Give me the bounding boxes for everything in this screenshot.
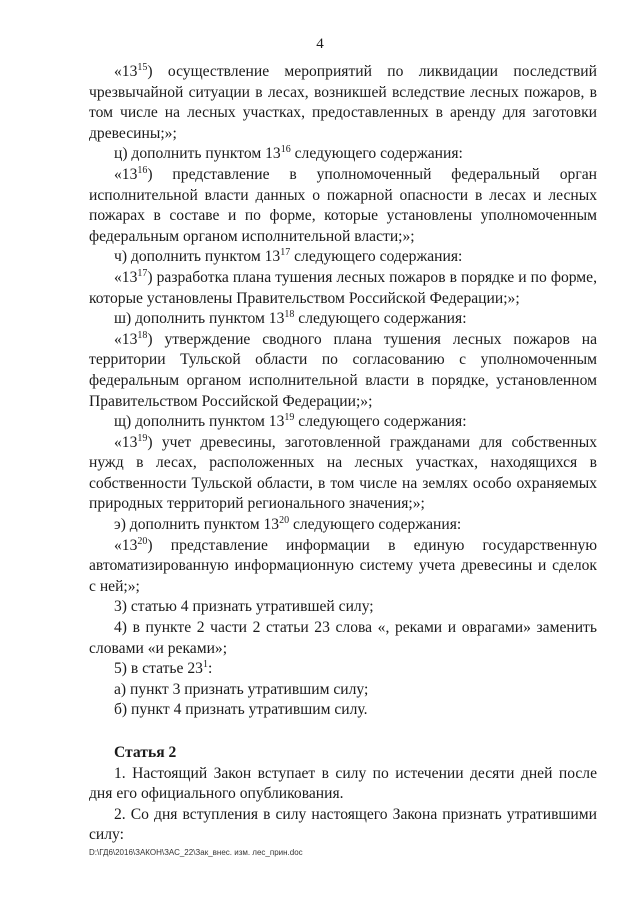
paragraph-13-16: «$13^{16}$) представление в уполномоченный федеральный орган исполнительной власти данных о пожарной опасности в лесах и лесных пожарах в составе и по форме, которые установлены уполномоченным федеральным органом исполнительной власти;»; — [89, 164, 597, 245]
paragraph-item-b: б) пункт 4 признать утратившим силу. — [114, 701, 368, 719]
paragraph-13-18: «$13^{18}$) утверждение сводного плана тушения лесных пожаров на территории Тульской области по согласованию с уполномоченным федеральным органом исполнительной власти в порядке, установленном Правительством Российской Федерации;»; — [89, 329, 597, 410]
paragraph-13-15: «$13^{15}$) осуществление мероприятий по ликвидации последствий чрезвычайной ситуации в лесах, возникшей вследствие лесных пожаров, в том числе на лесных участках, предоставленных в аренду для заготовки древесины;»; — [89, 61, 597, 142]
footer-file-path: D:\ГД6\2016\ЗАКОН\ЗАС_22\Зак_внес. изм. лес_прин.doc — [89, 848, 303, 857]
paragraph-item-4: 4) в пункте 2 части 2 статьи 23 слова «, реками и оврагами» заменить словами «и реками»; — [89, 619, 597, 657]
paragraph-item-a: а) пункт 3 признать утратившим силу; — [114, 680, 369, 698]
page-number: 4 — [316, 36, 324, 52]
paragraph-13-17: «$13^{17}$) разработка плана тушения лесных пожаров в порядке и по форме, которые установлены Правительством Российской Федерации;»; — [89, 267, 597, 307]
paragraph-item-shch: щ) дополнить пунктом $13^{19}$ следующего содержания: — [114, 411, 467, 431]
document-body — [89, 62, 597, 846]
article-paragraph-2: 2. Со дня вступления в силу настоящего Закона признать утратившими силу: — [89, 805, 597, 844]
paragraph-item-ch: ч) дополнить пунктом $13^{17}$ следующего содержания: — [114, 247, 463, 266]
paragraph-item-3: 3) статью 4 признать утратившей силу; — [114, 598, 374, 616]
paragraph-item-5: 5) в статье $23^1$: — [114, 659, 213, 678]
paragraph-item-e: э) дополнить пунктом $13^{20}$ следующего содержания: — [114, 514, 462, 534]
paragraph-item-sh: ш) дополнить пунктом $13^{18}$ следующего содержания: — [114, 308, 467, 328]
article-title: Статья 2 — [114, 744, 177, 761]
paragraph-item-ts: ц) дополнить пунктом $13^{16}$ следующего содержания: — [114, 144, 463, 163]
paragraph-13-19: «$13^{19}$) учет древесины, заготовленной гражданами для собственных нужд в лесах, расположенных на лесных участках, находящихся в собственности Тульской области, в том числе на землях особо охраняемых природных территорий регионального значения;»; — [89, 432, 597, 513]
paragraph-13-20: «$13^{20}$) представление информации в единую государственную автоматизированную информационную систему учета древесины и сделок с ней;»; — [89, 535, 597, 595]
article-paragraph-1: 1. Настоящий Закон вступает в силу по истечении десяти дней после дня его официального опубликования. — [89, 764, 597, 803]
